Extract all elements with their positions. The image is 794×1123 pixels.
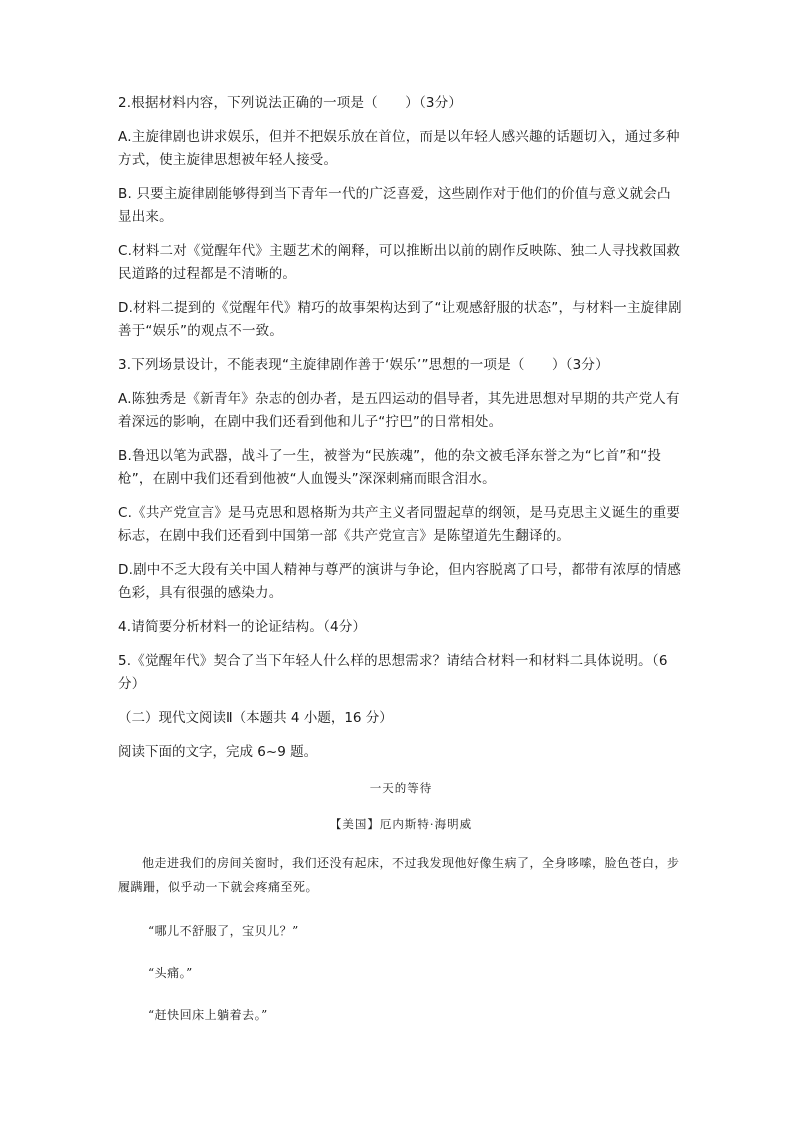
story-title: 一天的等待 xyxy=(369,781,433,795)
question-3-option-d: D.剧中不乏大段有关中国人精神与尊严的演讲与争论，但内容脱离了口号，都带有浓厚的情感色彩，具有很强的感染力。 xyxy=(118,562,682,601)
question-3-option-a: A.陈独秀是《新青年》杂志的创办者，是五四运动的倡导者，其先进思想对早期的共产党人有着深远的影响，在剧中我们还看到他和儿子“拧巴”的日常相处。 xyxy=(118,391,680,430)
question-2-stem: 2.根据材料内容，下列说法正确的一项是（ ）（3分） xyxy=(118,95,463,111)
story-paragraph: 他走进我们的房间关窗时，我们还没有起床，不过我发现他好像生病了，全身哆嗦，脸色苍白，步履蹒跚，似乎动一下就会疼痛至死。 xyxy=(118,856,680,894)
question-2-option-d: D.材料二提到的《觉醒年代》精巧的故事架构达到了“让观感舒服的状态”，与材料一主旋律剧善于“娱乐”的观点不一致。 xyxy=(118,300,682,339)
question-2-option-a: A.主旋律剧也讲求娱乐，但并不把娱乐放在首位，而是以年轻人感兴趣的话题切入，通过多种方式，使主旋律思想被年轻人接受。 xyxy=(118,129,680,168)
question-4: 4.请简要分析材料一的论证结构。（4分） xyxy=(118,619,367,635)
section-instruction: 阅读下面的文字，完成 6~9 题。 xyxy=(118,744,318,760)
story-dialog-line: “头痛。” xyxy=(148,966,193,980)
story-author: 【美国】厄内斯特·海明威 xyxy=(329,817,473,831)
question-2-option-c: C.材料二对《觉醒年代》主题艺术的阐释，可以推断出以前的剧作反映陈、独二人寻找救国救民道路的过程都是不清晰的。 xyxy=(118,243,681,282)
document-page xyxy=(118,92,684,1045)
question-5: 5.《觉醒年代》契合了当下年轻人什么样的思想需求？请结合材料一和材料二具体说明。（6分） xyxy=(118,653,668,692)
story-dialog-line: “赶快回床上躺着去。” xyxy=(148,1008,268,1022)
question-3-option-b: B.鲁迅以笔为武器，战斗了一生，被誉为“民族魂”，他的杂文被毛泽东誉之为“匕首”和“投枪”，在剧中我们还看到他被“人血馒头”深深刺痛而眼含泪水。 xyxy=(118,448,662,487)
question-3-option-c: C.《共产党宣言》是马克思和恩格斯为共产主义者同盟起草的纲领，是马克思主义诞生的重要标志，在剧中我们还看到中国第一部《共产党宣言》是陈望道先生翻译的。 xyxy=(118,505,681,544)
section-heading: （二）现代文阅读Ⅱ（本题共 4 小题，16 分） xyxy=(118,710,393,726)
question-2-option-b: B. 只要主旋律剧能够得到当下青年一代的广泛喜爱，这些剧作对于他们的价值与意义就会凸显出来。 xyxy=(118,186,671,225)
story-dialog-line: “哪儿不舒服了，宝贝儿？” xyxy=(148,924,299,938)
question-3-stem: 3.下列场景设计，不能表现“主旋律剧作善于‘娱乐’”思想的一项是（ ）（3分） xyxy=(118,357,609,373)
